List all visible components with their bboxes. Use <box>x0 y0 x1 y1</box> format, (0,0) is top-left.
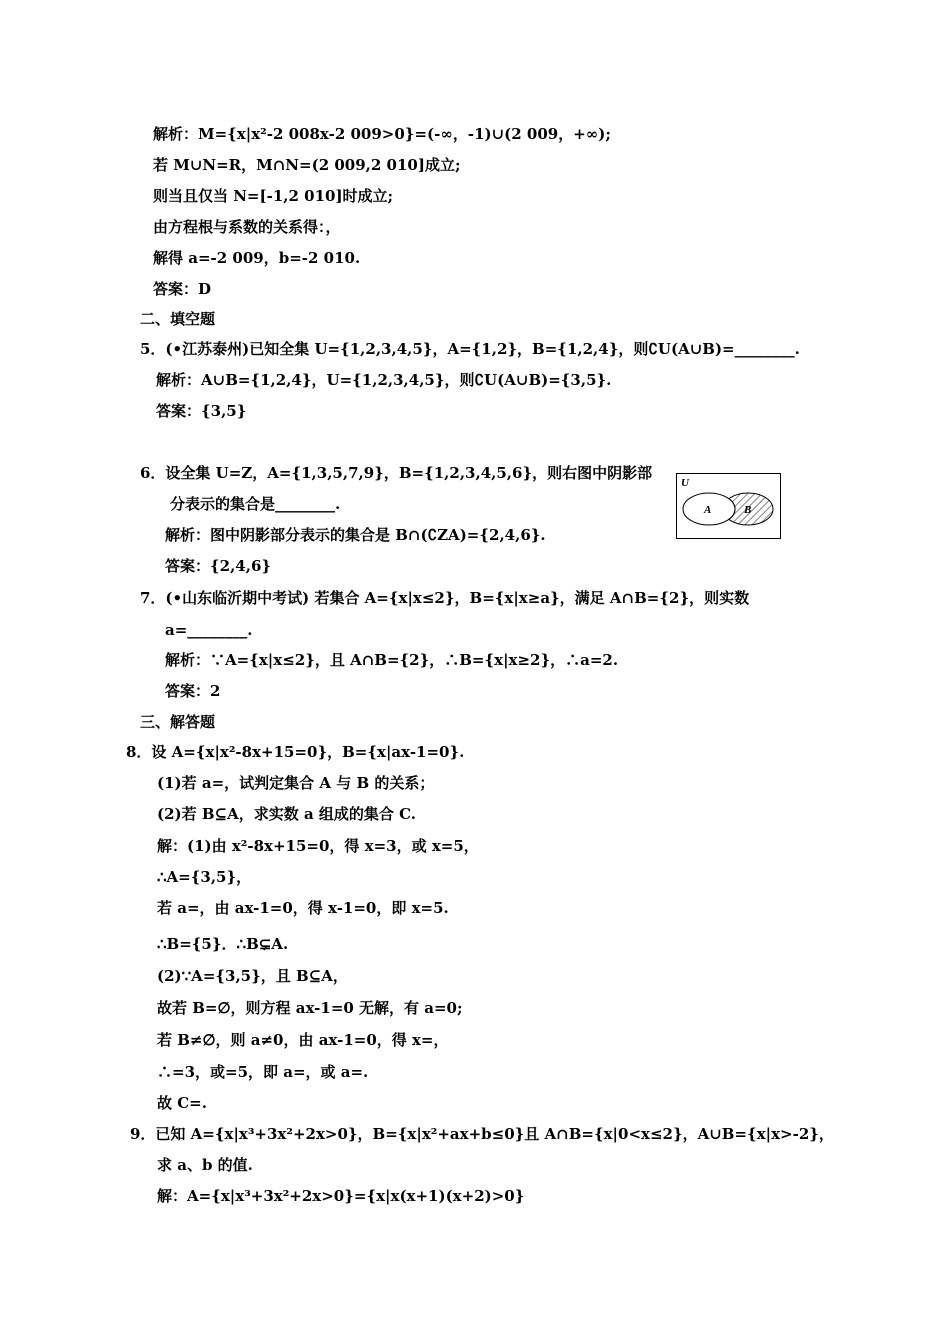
answer-line: 答案：{3,5} <box>156 402 247 420</box>
text-line: ∴B={5}．∴B⊊A. <box>157 935 289 953</box>
text-line: 则当且仅当 N=[-1,2 010]时成立; <box>153 187 394 205</box>
question-7: 7．(•山东临沂期中考试) 若集合 A={x|x≤2}，B={x|x≥a}，满足 A∩B={2}，则实数 <box>140 589 750 607</box>
text-line: (2)∵A={3,5}，且 B⊆A， <box>157 967 348 985</box>
text-line: 解析：M={x|x²-2 008x-2 009>0}=(-∞，-1)∪(2 009，+∞); <box>153 125 611 143</box>
text-line: 解析：图中阴影部分表示的集合是 B∩(∁ZA)={2,4,6}. <box>165 526 546 544</box>
text-line: 分表示的集合是________. <box>170 495 341 513</box>
text-line: 故 C=. <box>157 1094 207 1112</box>
text-line: 解析：A∪B={1,2,4}，U={1,2,3,4,5}，则∁U(A∪B)={3,5}. <box>156 371 612 389</box>
text-line: 若 M∪N=R，M∩N=(2 009,2 010]成立; <box>153 156 461 174</box>
text-line: 若 a=，由 ax-1=0，得 x-1=0，即 x=5. <box>157 899 449 917</box>
universe-label: U <box>681 477 689 489</box>
text-line: 故若 B=∅，则方程 ax-1=0 无解，有 a=0; <box>157 999 463 1017</box>
text-line: 由方程根与系数的关系得：， <box>153 218 341 236</box>
text-line: 解析：∵A={x|x≤2}，且 A∩B={2}，∴B={x|x≥2}，∴a=2. <box>165 651 619 669</box>
text-line: (2)若 B⊆A，求实数 a 组成的集合 C. <box>157 805 417 823</box>
venn-diagram <box>676 473 781 539</box>
text-line: 解：A={x|x³+3x²+2x>0}={x|x(x+1)(x+2)>0} <box>157 1187 525 1205</box>
text-line: ∴A={3,5}， <box>157 868 252 886</box>
question-6: 6．设全集 U=Z，A={1,3,5,7,9}，B={1,2,3,4,5,6}，则右图中阴影部 <box>140 464 653 482</box>
answer-line: 答案：D <box>153 280 212 298</box>
section-heading: 二、填空题 <box>140 310 216 328</box>
answer-line: 答案：2 <box>165 682 221 700</box>
text-line: a=________. <box>165 621 253 639</box>
question-9: 9．已知 A={x|x³+3x²+2x>0}，B={x|x²+ax+b≤0}且 A∩B={x|0<x≤2}，A∪B={x|x>-2}， <box>130 1125 834 1143</box>
question-8: 8．设 A={x|x²-8x+15=0}，B={x|ax-1=0}. <box>126 743 465 761</box>
section-heading: 三、解答题 <box>140 713 216 731</box>
question-5: 5．(•江苏泰州)已知全集 U={1,2,3,4,5}，A={1,2}，B={1,2,4}，则∁U(A∪B)=________. <box>140 340 800 358</box>
text-line: (1)若 a=，试判定集合 A 与 B 的关系； <box>157 774 435 792</box>
text-line: 求 a、b 的值. <box>157 1156 253 1174</box>
text-line: 若 B≠∅，则 a≠0，由 ax-1=0，得 x=， <box>157 1031 449 1049</box>
set-b-label: B <box>744 504 752 516</box>
text-line: ∴=3，或=5，即 a=，或 a=. <box>157 1063 369 1081</box>
text-line: 解：(1)由 x²-8x+15=0，得 x=3，或 x=5， <box>157 837 479 855</box>
set-a-label: A <box>704 504 712 516</box>
answer-line: 答案：{2,4,6} <box>165 557 272 575</box>
text-line: 解得 a=-2 009，b=-2 010. <box>153 249 361 267</box>
